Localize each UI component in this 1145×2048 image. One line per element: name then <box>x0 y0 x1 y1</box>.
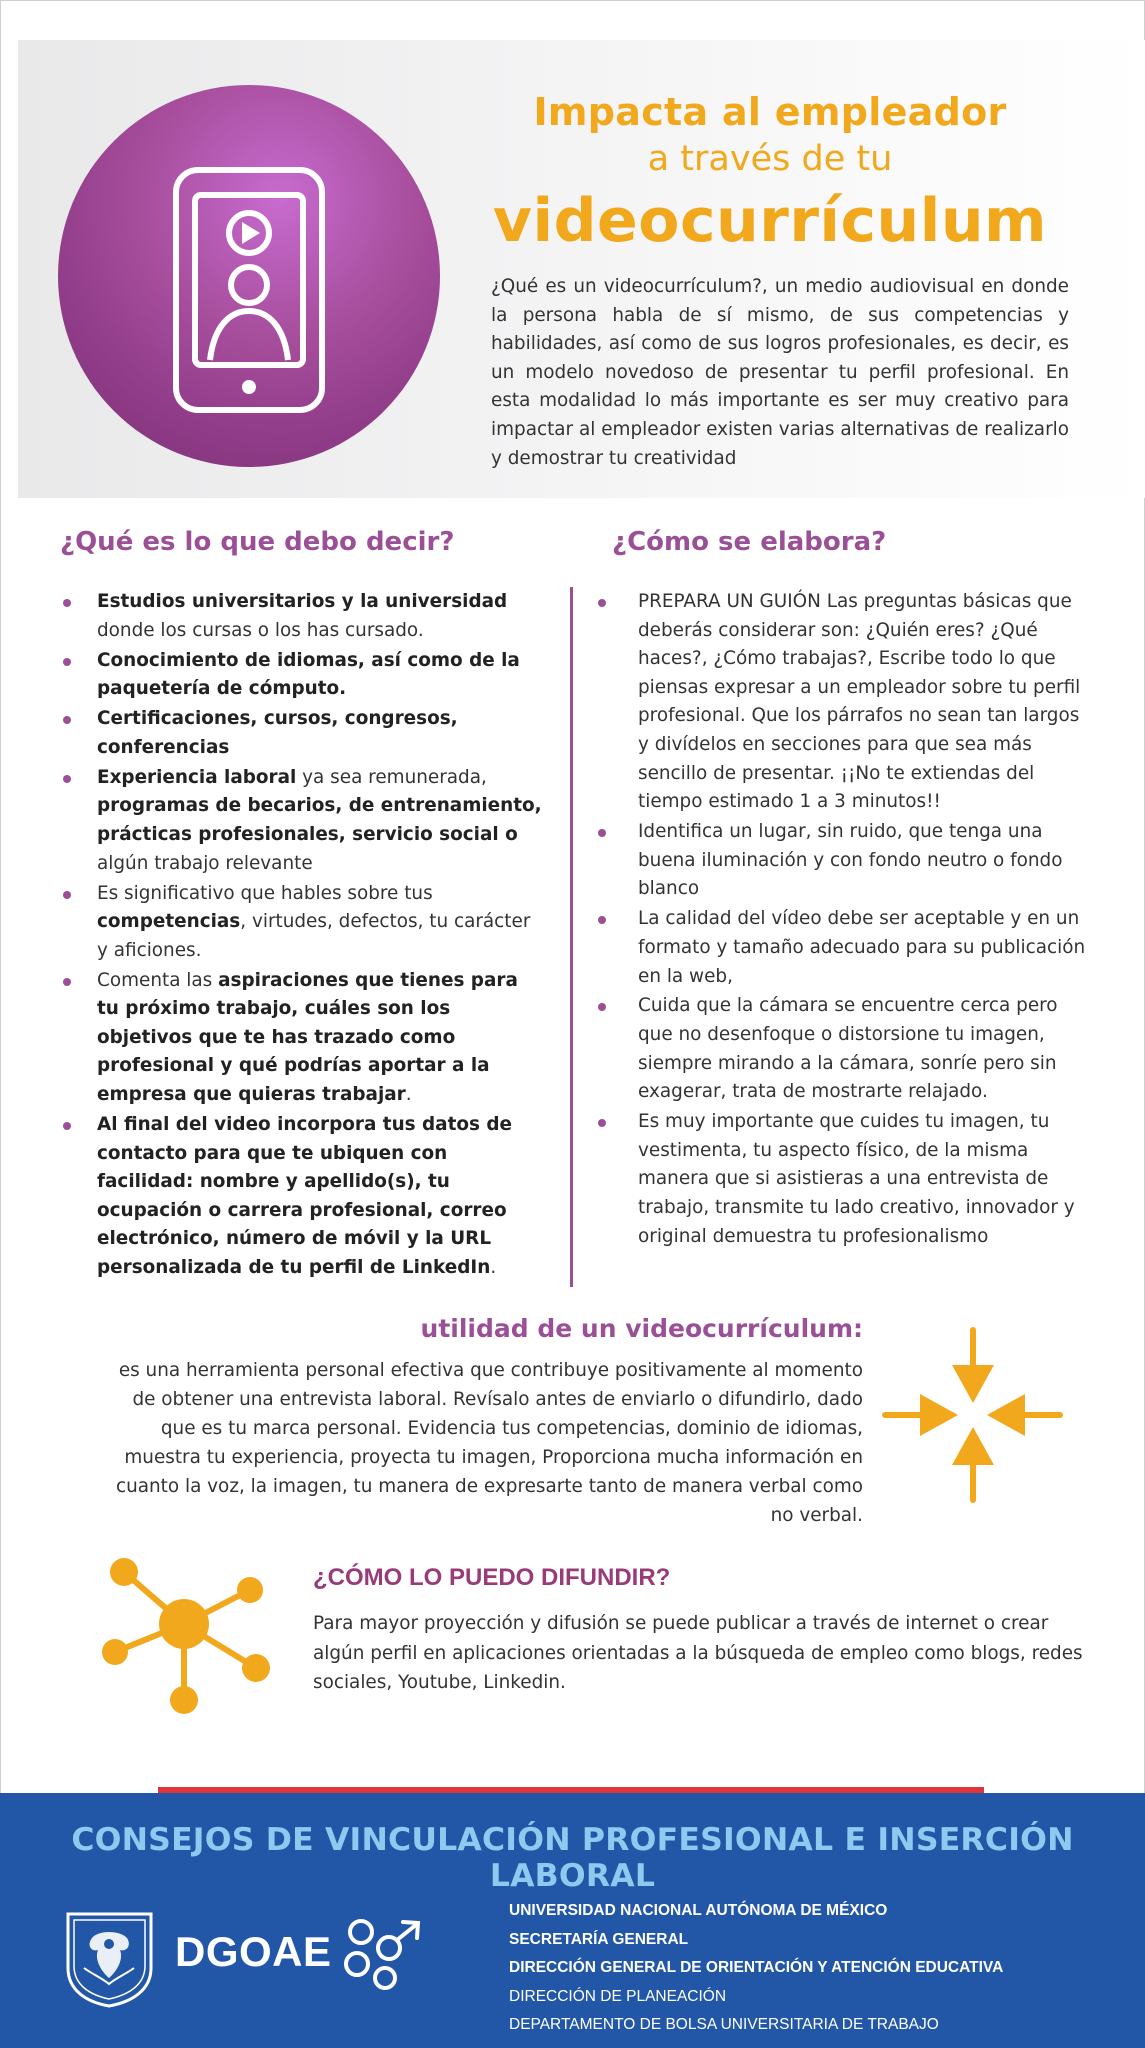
institution-line: DEPARTAMENTO DE BOLSA UNIVERSITARIA DE TRABAJO <box>509 2016 939 2033</box>
bold-text: aspiraciones que tienes para tu próximo trabajo, cuáles son los objetivos que te has trazado como profesional y qué podrías aportar a la empresa que quieras trabajar <box>97 969 518 1106</box>
bold-text: programas de becarios, de entrenamiento, prácticas profesionales, servicio social o <box>97 795 542 845</box>
item-text: Comenta las <box>97 969 219 991</box>
item-text: , virtudes, defectos, tu carácter y aficiones. <box>97 911 531 961</box>
list-item <box>598 818 1088 904</box>
bold-text: competencias <box>97 911 241 933</box>
bullet-dot <box>63 716 71 724</box>
list-item <box>62 647 542 704</box>
title-line-1: Impacta al empleador <box>533 90 1007 134</box>
list-item <box>598 992 1088 1106</box>
item-text: Es significativo que hables sobre tus <box>97 882 433 904</box>
bullet-dot <box>598 1003 606 1011</box>
bullet-dot <box>63 775 71 783</box>
item-text: . <box>405 1084 412 1106</box>
item-text: donde los cursas o los has cursado. <box>97 619 424 641</box>
item-text: PREPARA UN GUIÓN Las preguntas básicas que deberás considerar son: ¿Quién eres? ¿Qué haces?, ¿Cómo trabajas?, Escribe todo lo que piensas expresar a un empleador sobre tu perfil profesional. Que los párrafos no sean tan largos y divídelos en secciones para que sea más sencillo de presentar. ¡¡No te extiendas del tiempo estimado 1 a 3 minutos!! <box>638 591 1081 813</box>
bullet-dot <box>598 916 606 924</box>
footer-title: CONSEJOS DE VINCULACIÓN PROFESIONAL E INSERCIÓN LABORAL <box>71 1822 1074 1894</box>
list-item <box>62 880 542 966</box>
list-item <box>598 1108 1088 1251</box>
bold-text: Al final del video incorpora tus datos de contacto para que te ubiquen con facilidad: nombre y apellido(s), tu ocupación o carrera profesional, correo electrónico, número de móvil y la URL personalizada de tu perfil de LinkedIn <box>97 1114 512 1278</box>
column-divider <box>570 587 573 1287</box>
utilidad-title: utilidad de un videocurrículum: <box>420 1314 863 1343</box>
list-item <box>62 705 542 762</box>
unam-seal-logo <box>62 1908 157 2008</box>
list-item <box>62 764 542 878</box>
bold-text: Conocimiento de idiomas, así como de la paquetería de cómputo. <box>97 649 520 700</box>
list-item <box>598 588 1088 817</box>
converging-arrows-icon <box>880 1325 1065 1505</box>
dgoae-logo-mark <box>335 1912 425 1992</box>
title-line-3: videocurrículum <box>492 186 1048 256</box>
bullet-dot <box>598 829 606 837</box>
institution-line: SECRETARÍA GENERAL <box>509 1930 689 1948</box>
bold-text: Estudios universitarios y la universidad <box>97 591 508 612</box>
item-text: Identifica un lugar, sin ruido, que tenga una buena iluminación y con fondo neutro o fondo blanco <box>638 821 1063 900</box>
item-text: . <box>490 1257 497 1278</box>
list-item <box>62 967 542 1110</box>
list-item <box>62 1111 542 1283</box>
hero-circle <box>58 85 440 467</box>
left-column <box>62 588 542 1284</box>
item-text: Es muy importante que cuides tu imagen, tu vestimenta, tu aspecto físico, de la misma manera que si asistieras a una entrevista de trabajo, transmite tu lado creativo, innovador y original demuestra tu profesionalismo <box>638 1111 1075 1247</box>
dgoae-logo-text: DGOAE <box>175 1928 332 1975</box>
bullet-dot <box>63 978 71 986</box>
bullet-dot <box>63 599 71 607</box>
bold-text: Certificaciones, cursos, congresos, conferencias <box>97 708 458 758</box>
right-column <box>598 588 1088 1253</box>
item-text: La calidad del vídeo debe ser aceptable y en un formato y tamaño adecuado para su publicación en la web, <box>638 908 1086 987</box>
utilidad-paragraph: es una herramienta personal efectiva que contribuye positivamente al momento de obtener una entrevista laboral. Revísalo antes de enviarlo o difundirlo, dado que es tu marca personal. Evidencia tus competencias, dominio de idiomas, muestra tu experiencia, proyecta tu imagen, Proporciona mucha información en cuanto la voz, la imagen, tu manera de expresarte tanto de manera verbal como no verbal. <box>115 1360 863 1526</box>
bullet-dot <box>63 658 71 666</box>
institution-line: UNIVERSIDAD NACIONAL AUTÓNOMA DE MÉXICO <box>509 1902 888 1919</box>
right-section-title: ¿Cómo se elabora? <box>612 527 887 557</box>
item-text: ya sea remunerada, <box>296 766 487 788</box>
institution-line: DIRECCIÓN DE PLANEACIÓN <box>509 1987 727 2005</box>
intro-paragraph: ¿Qué es un videocurrículum?, un medio audiovisual en donde la persona habla de sí mismo, de sus competencias y habilidades, así como de sus logros profesionales, es decir, es un modelo novedoso de presentar tu perfil profesional. En esta modalidad lo más importante es ser muy creativo para impactar al empleador existen varias alternativas de realizarlo y demostrar tu creatividad <box>491 276 1069 469</box>
bullet-dot <box>598 599 606 607</box>
list-item <box>62 588 542 645</box>
title-line-2: a través de tu <box>647 139 893 179</box>
bullet-dot <box>598 1119 606 1127</box>
institutions-block <box>509 1897 1109 2040</box>
institution-line: DIRECCIÓN GENERAL DE ORIENTACIÓN Y ATENCIÓN EDUCATIVA <box>509 1959 1004 1976</box>
left-section-title: ¿Qué es lo que debo decir? <box>60 527 455 557</box>
difundir-title: ¿CÓMO LO PUEDO DIFUNDIR? <box>313 1564 671 1591</box>
difundir-paragraph: Para mayor proyección y difusión se puede publicar a través de internet o crear algún perfil en aplicaciones orientadas a la búsqueda de empleo como blogs, redes sociales, Youtube, Linkedin. <box>313 1613 1083 1693</box>
network-nodes-icon <box>100 1550 280 1720</box>
list-item <box>598 905 1088 991</box>
item-text: Cuida que la cámara se encuentre cerca pero que no desenfoque o distorsione tu imagen, siempre mirando a la cámara, sonríe pero sin exagerar, trata de mostrarte relajado. <box>638 995 1058 1103</box>
bold-text: Experiencia laboral <box>97 766 297 788</box>
left-bullet-list <box>62 588 542 1283</box>
item-text: algún trabajo relevante <box>97 852 313 874</box>
smartphone-video-profile-icon <box>58 85 440 467</box>
right-bullet-list <box>598 588 1088 1251</box>
bullet-dot <box>63 1122 71 1130</box>
bullet-dot <box>63 891 71 899</box>
